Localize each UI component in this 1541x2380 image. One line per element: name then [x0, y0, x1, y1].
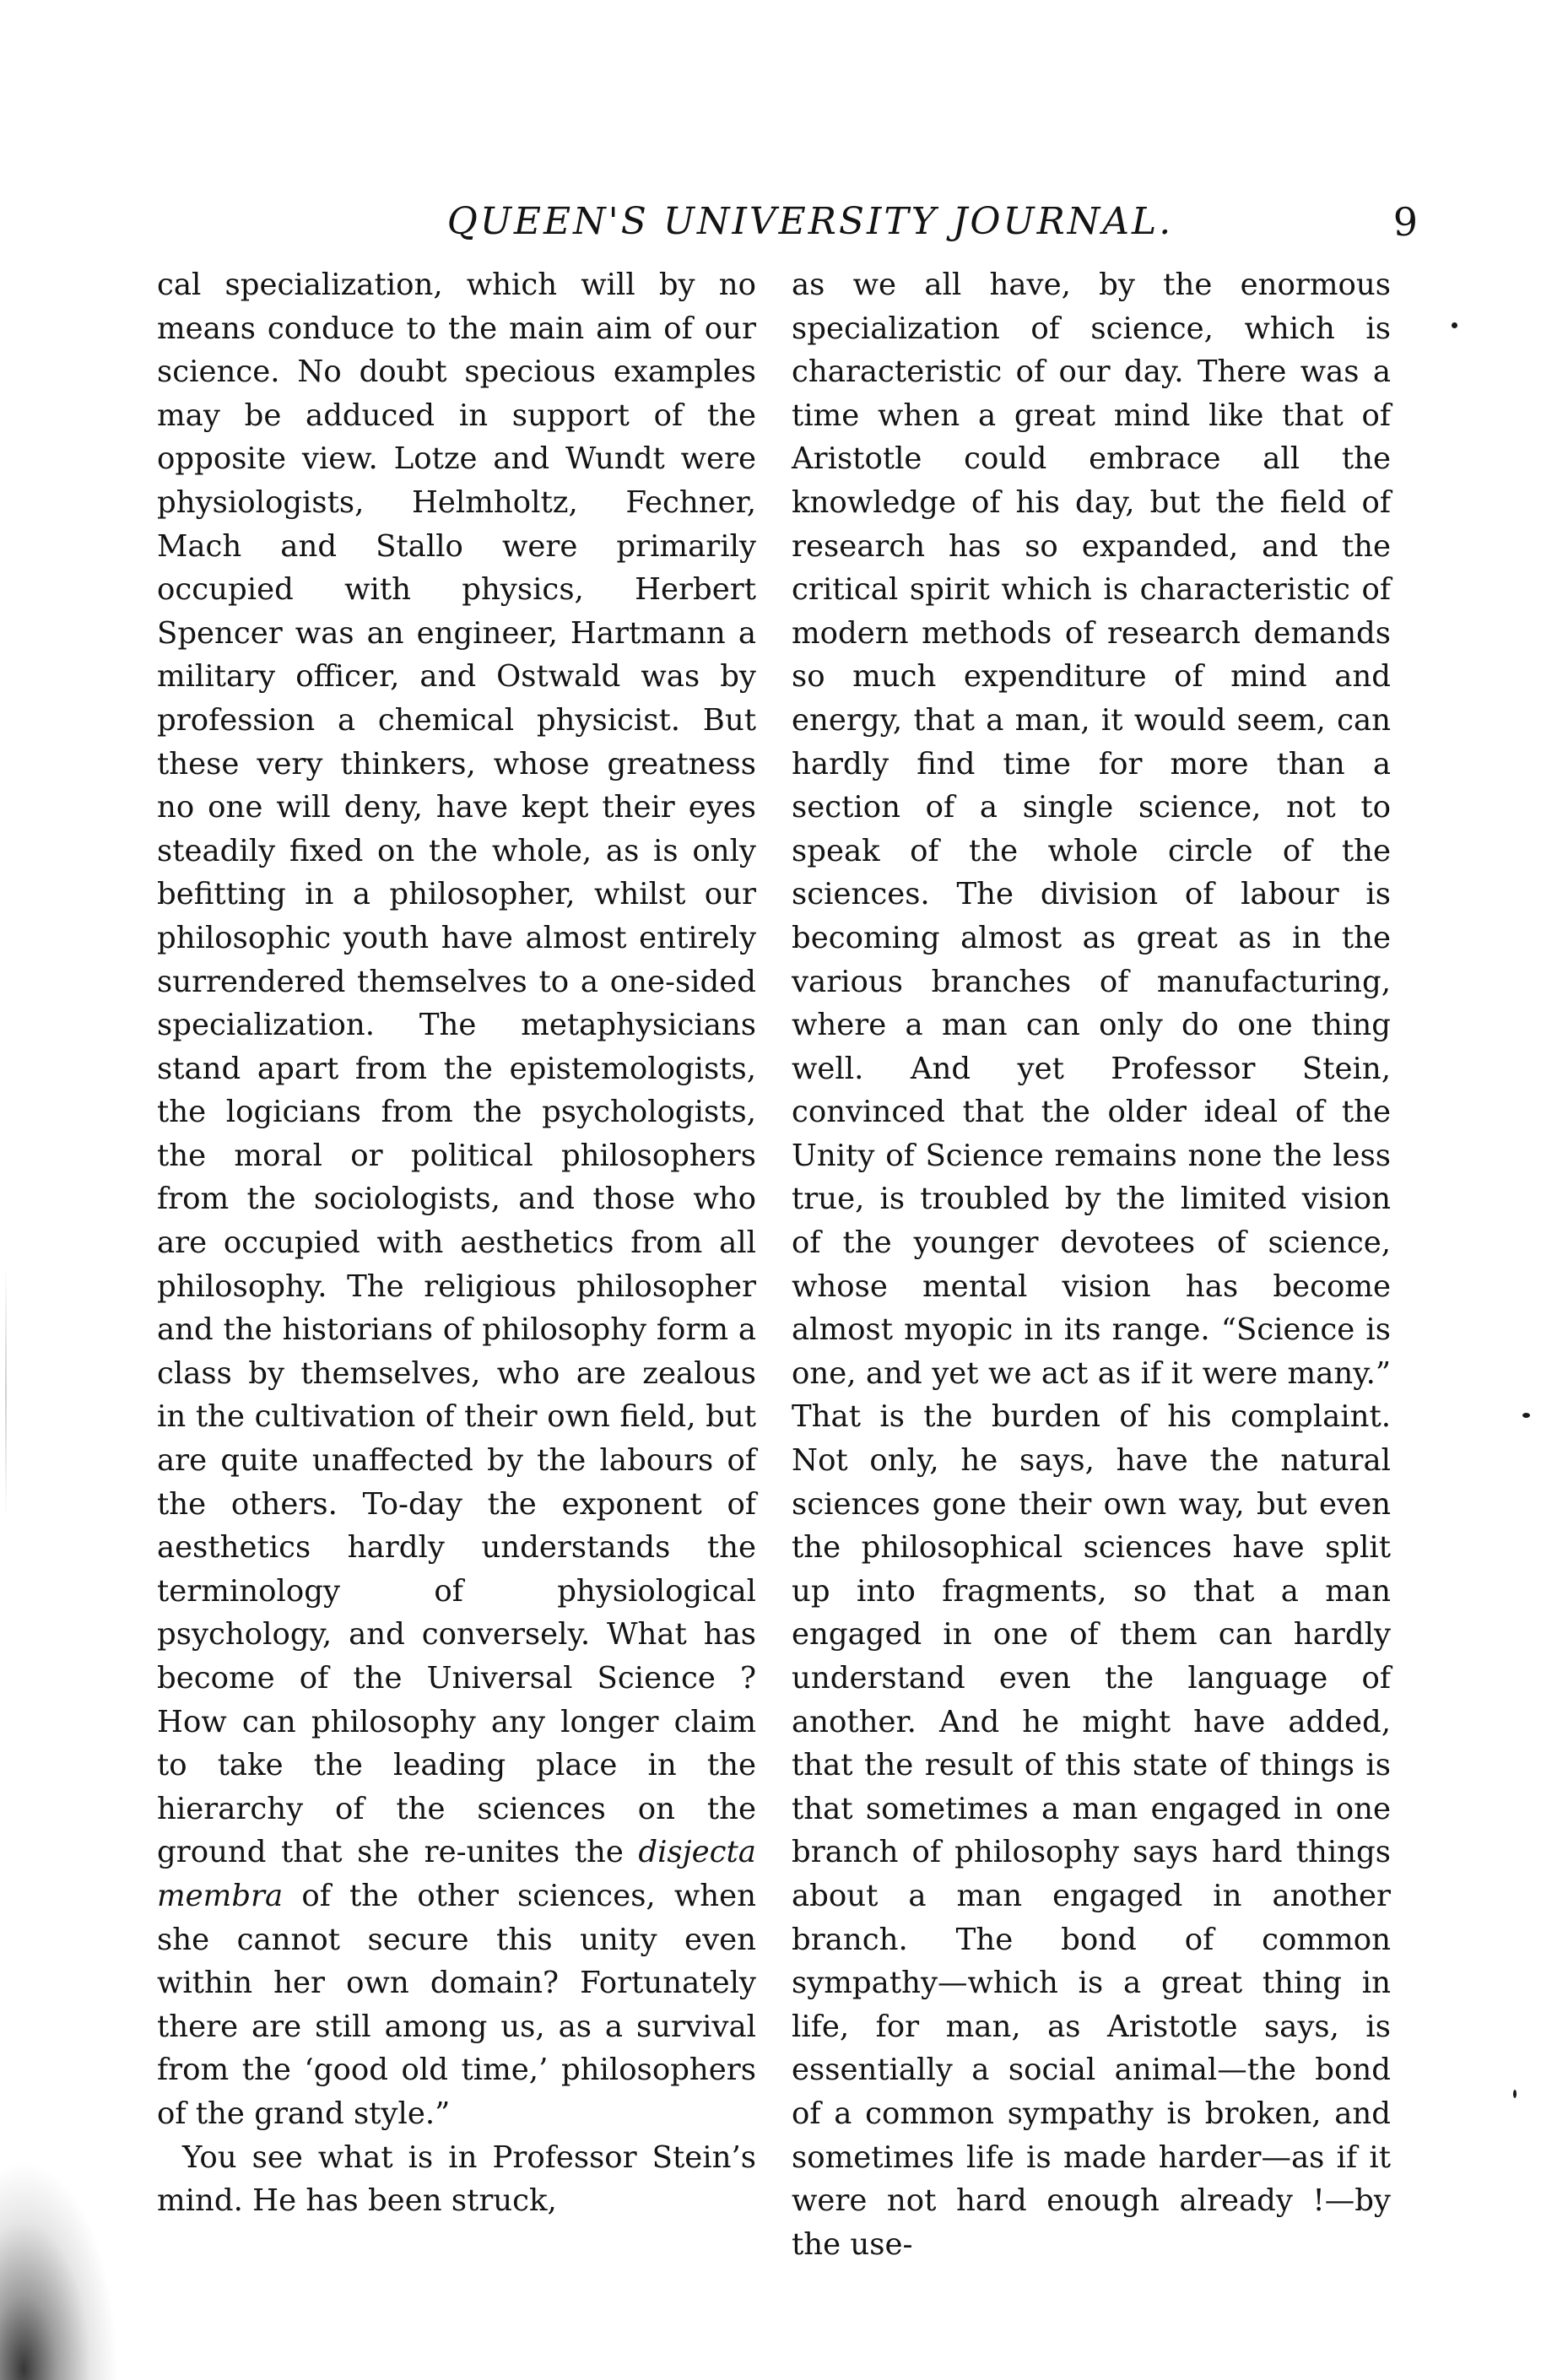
scan-speck [1452, 322, 1457, 328]
page-number: 9 [1392, 199, 1418, 245]
left-paragraph-1-end: of the other sciences, when she cannot secure this unity even within her own domain? Fortunately there are still among us, as a survival from the ‘good old time,’ philosophers of the grand style.” [157, 1878, 756, 2131]
right-paragraph-1: as we all have, by the enormous specialization of science, which is characteristic of our day. There was a time when a great mind like that of Aristotle could embrace all the knowledge of his day, but the field of research has so expanded, and the critical spirit which is characteristic of modern methods of research demands so much expenditure of mind and energy, that a man, it would seem, can hardly find time for more than a section of a single science, not to speak of the whole circle of the sciences. The division of labour is becoming almost as great as in the various branches of manufacturing, where a man can only do one thing well. And yet Professor Stein, convinced that the older ideal of the Unity of Science remains none the less true, is troubled by the limited vision of the younger devotees of science, whose mental vision has become almost myopic in its range. “Science is one, and yet we act as if it were many.” That is the burden of his complaint. Not only, he says, have the natural sciences gone their own way, but even the philosophical sciences have split up into fragments, so that a man engaged in one of them can hardly understand even the language of another. And he might have added, that the result of this state of things is that sometimes a man engaged in one branch of philosophy says hard things about a man engaged in another branch. The bond of common sympathy—which is a great thing in life, for man, as Aristotle says, is essentially a social animal—the bond of a common sympathy is broken, and sometimes life is made harder—as if it were not hard enough already !—by the use- [792, 268, 1391, 2262]
left-paragraph-1 [157, 263, 756, 2136]
right-column [792, 263, 1391, 2266]
latin-phrase: disjecta membra [157, 1835, 756, 1913]
scan-blemish [0, 2161, 118, 2380]
running-title: QUEEN'S UNIVERSITY JOURNAL. [446, 200, 1174, 243]
scan-speck [1513, 2090, 1517, 2098]
scan-speck [1522, 1413, 1530, 1418]
left-column [157, 263, 756, 2223]
left-paragraph-1-text: cal specialization, which will by no means conduce to the main aim of our science. No doubt specious examples may be adduced in support of the opposite view. Lotze and Wundt were physiologists, Helmholtz, Fechner, Mach and Stallo were primarily occupied with physics, Herbert Spencer was an engineer, Hartmann a military officer, and Ostwald was by profession a chemical physicist. But these very thinkers, whose greatness no one will deny, have kept their eyes steadily fixed on the whole, as is only befitting in a philosopher, whilst our philosophic youth have almost entirely surrendered themselves to a one-sided specialization. The metaphysicians stand apart from the epistemologists, the logicians from the psychologists, the moral or political philosophers from the sociologists, and those who are occupied with aesthetics from all philosophy. The religious philosopher and the historians of philosophy form a class by themselves, who are zealous in the cultivation of their own field, but are quite unaffected by the labours of the others. To-day the exponent of aesthetics hardly understands the terminology of physiological psychology, and conversely. What has become of the Universal Science ? How can philosophy any longer claim to take the leading place in the hierarchy of the sciences on the ground that she re-unites the [157, 268, 756, 1870]
left-paragraph-2: You see what is in Professor Stein’s mind. He has been struck, [157, 2139, 756, 2219]
page-edge-shadow [5, 1266, 7, 1519]
page-header [152, 192, 1418, 252]
